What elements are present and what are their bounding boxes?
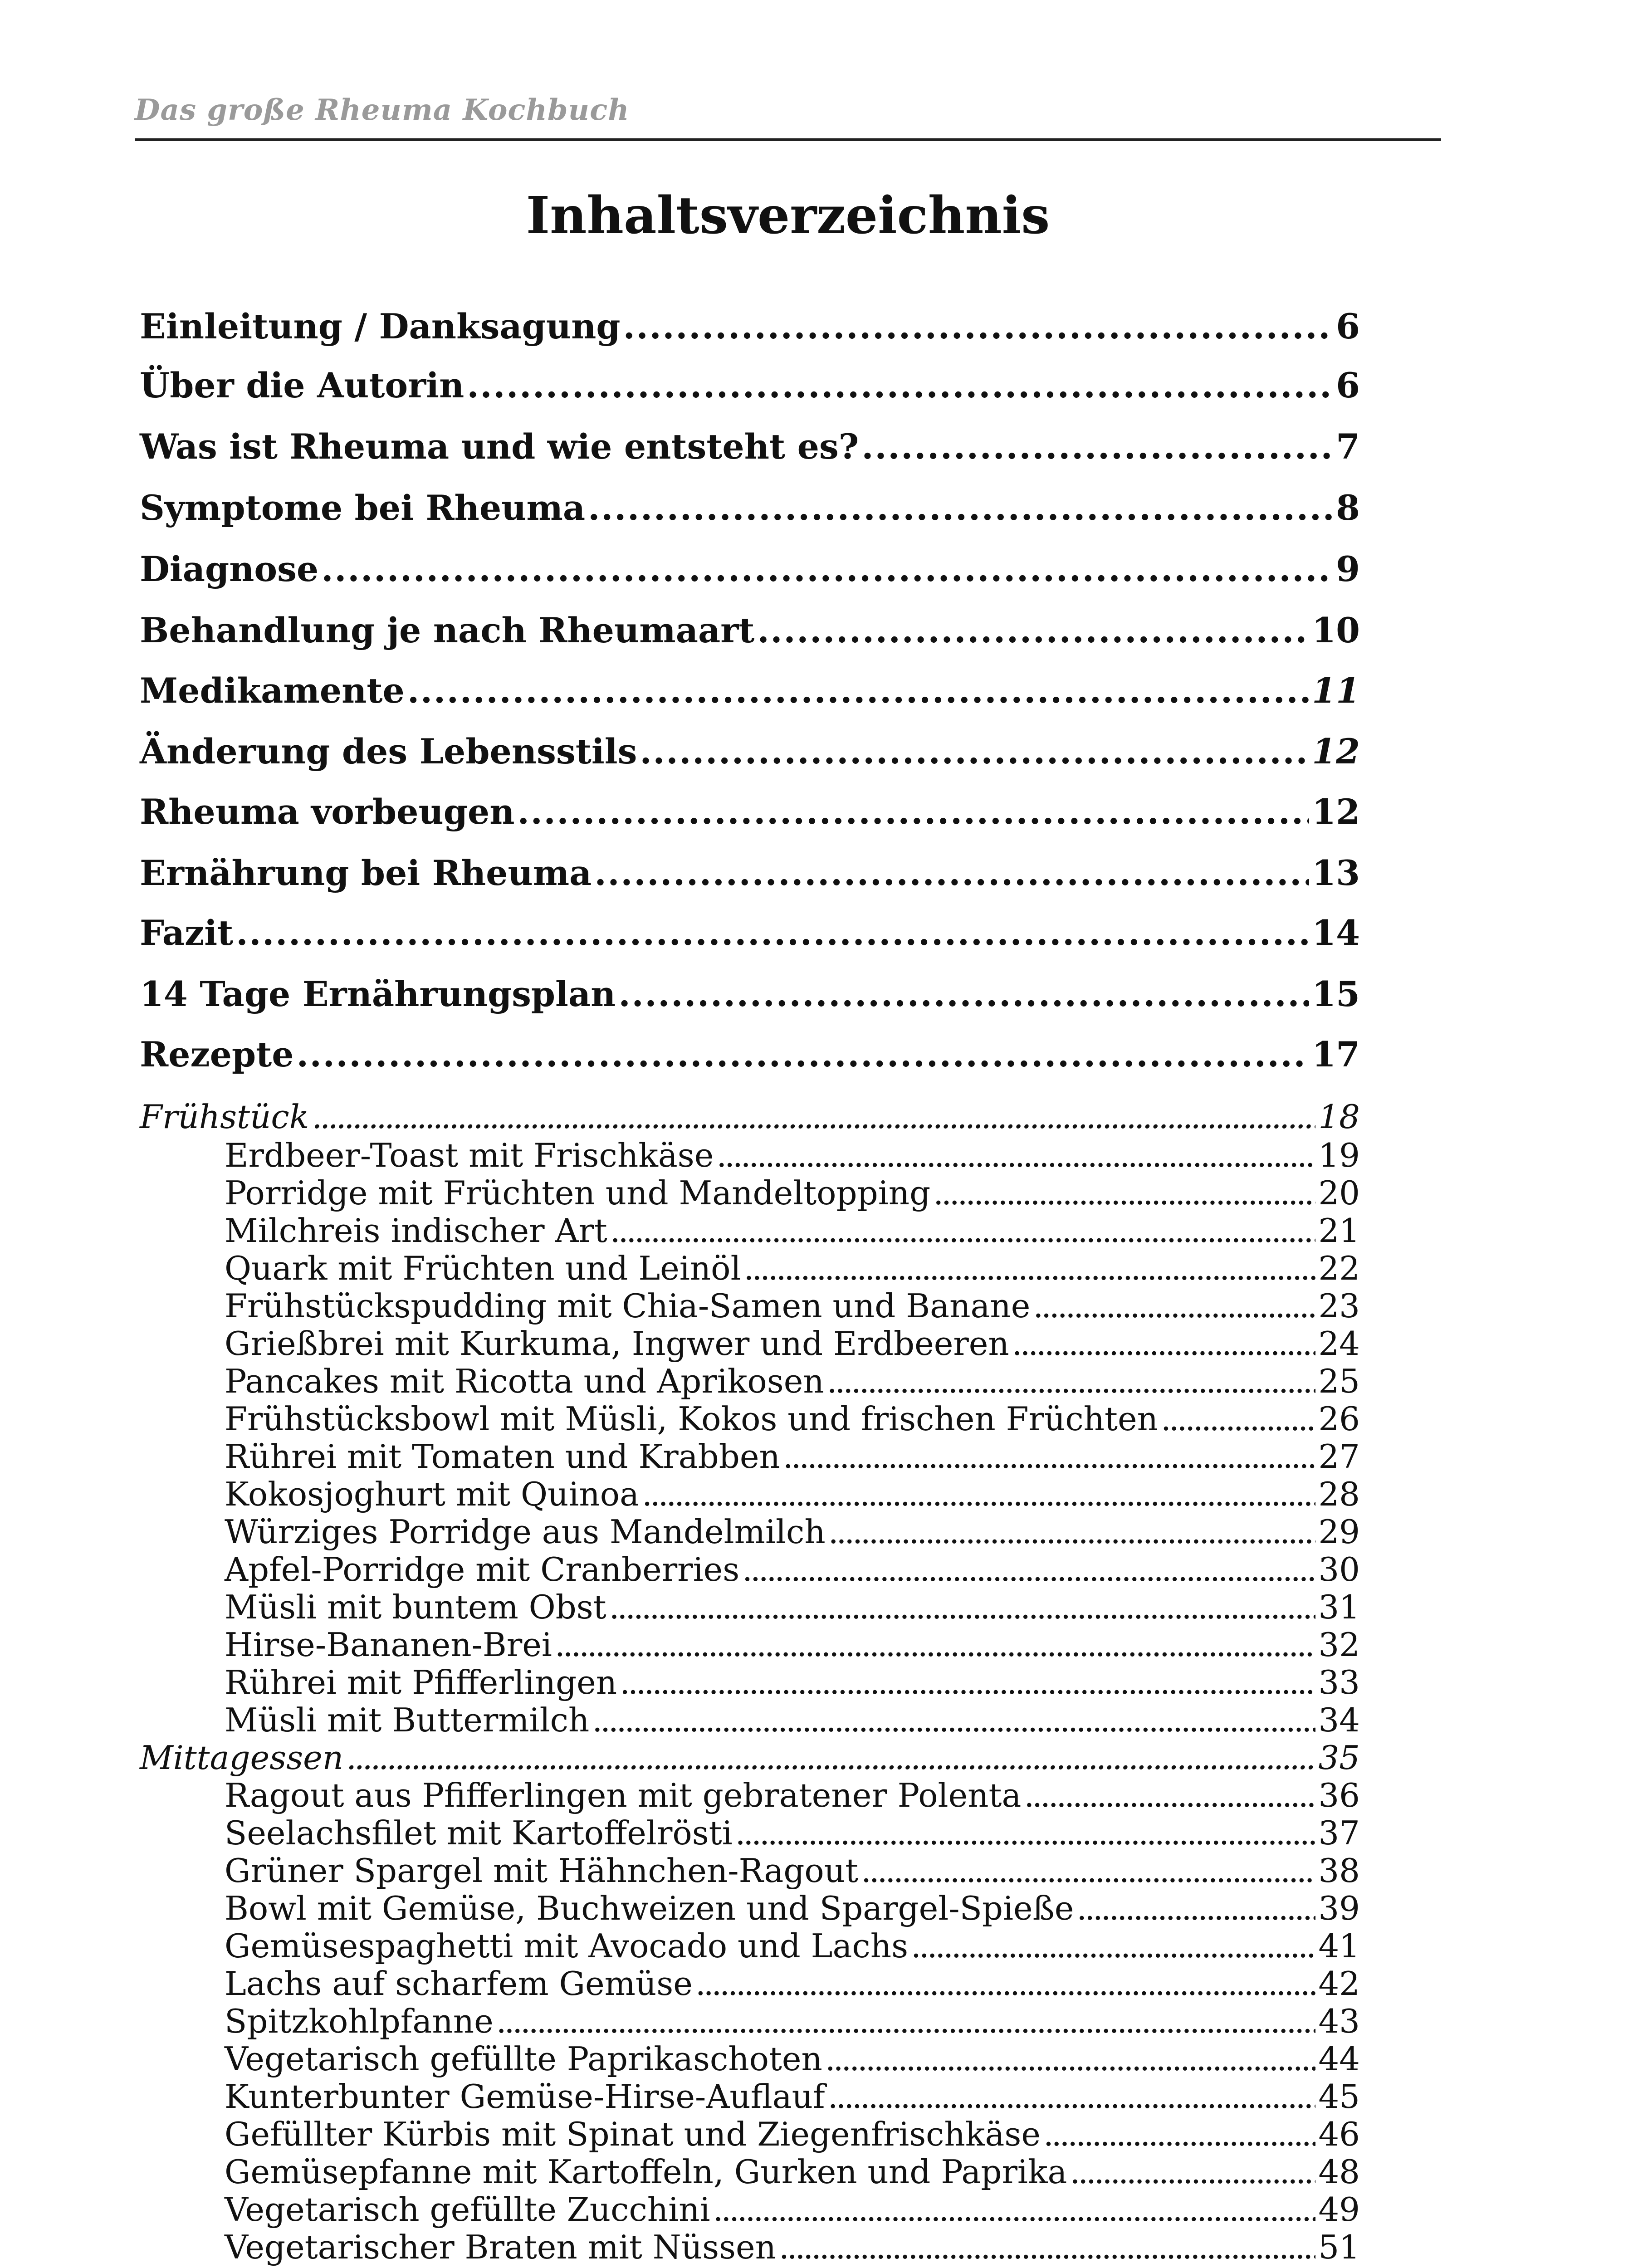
- toc-recipe-page: 19: [1318, 1136, 1360, 1174]
- toc-leader-dots: [346, 1739, 1315, 1777]
- toc-section-label: Mittagessen: [140, 1739, 344, 1777]
- toc-entry[interactable]: [140, 974, 1360, 1019]
- running-header: Das große Rheuma Kochbuch: [135, 93, 630, 127]
- toc-leader-dots: [828, 1513, 1316, 1551]
- toc-recipe-entry[interactable]: [225, 1212, 1360, 1250]
- toc-recipe-page: 26: [1318, 1400, 1360, 1438]
- toc-leader-dots: [861, 426, 1333, 467]
- toc-leader-dots: [618, 974, 1309, 1014]
- toc-recipe-label: Vegetarisch gefüllte Paprikaschoten: [225, 2040, 822, 2078]
- toc-entry-page: 17: [1312, 1034, 1360, 1075]
- toc-leader-dots: [933, 1174, 1315, 1212]
- toc-recipe-page: 24: [1318, 1325, 1360, 1363]
- toc-leader-dots: [1024, 1776, 1315, 1814]
- toc-entry-page: 6: [1336, 306, 1360, 347]
- toc-recipe-label: Hirse-Bananen-Brei: [225, 1626, 552, 1664]
- toc-recipe-entry[interactable]: [225, 1174, 1360, 1212]
- toc-recipe-entry[interactable]: [225, 1701, 1360, 1739]
- toc-recipe-entry[interactable]: [225, 1136, 1360, 1174]
- toc-recipe-label: Apfel-Porridge mit Cranberries: [225, 1550, 740, 1589]
- toc-entry-page: 15: [1312, 974, 1360, 1014]
- toc-leader-dots: [1043, 2115, 1315, 2153]
- toc-leader-dots: [496, 2002, 1316, 2040]
- toc-entry[interactable]: [140, 426, 1360, 472]
- toc-leader-dots: [594, 853, 1309, 893]
- toc-recipe-entry[interactable]: [225, 1325, 1360, 1363]
- toc-recipe-page: 48: [1318, 2153, 1360, 2191]
- toc-recipe-entry[interactable]: [225, 1287, 1360, 1325]
- toc-recipe-label: Frühstückspudding mit Chia-Samen und Banane: [225, 1287, 1031, 1325]
- toc-recipe-label: Rührei mit Pfifferlingen: [225, 1663, 617, 1701]
- toc-leader-dots: [744, 1249, 1316, 1287]
- toc-recipe-entry[interactable]: [225, 1362, 1360, 1400]
- toc-recipe-page: 43: [1318, 2002, 1360, 2040]
- toc-leader-dots: [757, 610, 1309, 650]
- toc-leader-dots: [713, 2190, 1316, 2229]
- toc-leader-dots: [640, 731, 1309, 772]
- toc-recipe-label: Kokosjoghurt mit Quinoa: [225, 1475, 640, 1513]
- toc-recipe-entry[interactable]: [225, 1513, 1360, 1551]
- toc-recipe-page: 37: [1318, 1814, 1360, 1852]
- toc-recipe-label: Seelachsfilet mit Kartoffelrösti: [225, 1814, 733, 1852]
- toc-recipe-label: Rührei mit Tomaten und Krabben: [225, 1437, 780, 1476]
- toc-entry[interactable]: [140, 731, 1360, 777]
- toc-recipe-label: Erdbeer-Toast mit Frischkäse: [225, 1136, 714, 1174]
- toc-recipe-page: 42: [1318, 1965, 1360, 2003]
- toc-entry-page: 13: [1312, 853, 1360, 893]
- toc-recipe-entry[interactable]: [225, 1663, 1360, 1701]
- toc-recipe-entry[interactable]: [225, 1852, 1360, 1890]
- toc-leader-dots: [1070, 2153, 1315, 2191]
- toc-recipe-label: Gefüllter Kürbis mit Spinat und Ziegenfrischkäse: [225, 2115, 1041, 2153]
- toc-entry[interactable]: [140, 306, 1360, 352]
- toc-recipe-page: 44: [1318, 2040, 1360, 2078]
- toc-entry-page: 10: [1312, 610, 1360, 650]
- toc-leader-dots: [236, 913, 1309, 953]
- toc-leader-dots: [716, 1136, 1315, 1174]
- toc-recipe-entry[interactable]: [225, 1249, 1360, 1287]
- toc-recipe-page: 27: [1318, 1437, 1360, 1476]
- toc-recipe-entry[interactable]: [225, 1588, 1360, 1626]
- toc-leader-dots: [592, 1701, 1315, 1739]
- toc-recipe-page: 33: [1318, 1663, 1360, 1701]
- toc-leader-dots: [642, 1475, 1315, 1513]
- toc-recipe-label: Kunterbunter Gemüse-Hirse-Auflauf: [225, 2077, 825, 2116]
- toc-leader-dots: [1161, 1400, 1315, 1438]
- toc-entry-label: Medikamente: [140, 670, 405, 711]
- toc-entry-label: Rezepte: [140, 1034, 294, 1075]
- toc-entry-page: 8: [1336, 488, 1360, 528]
- toc-leader-dots: [828, 2077, 1316, 2116]
- toc-recipe-label: Spitzkohlpfanne: [225, 2002, 494, 2040]
- toc-entry[interactable]: [140, 610, 1360, 655]
- toc-leader-dots: [1076, 1889, 1315, 1927]
- toc-recipe-label: Bowl mit Gemüse, Buchweizen und Spargel-Spieße: [225, 1889, 1074, 1927]
- toc-entry[interactable]: [140, 488, 1360, 533]
- toc-recipe-page: 38: [1318, 1852, 1360, 1890]
- toc-recipe-entry[interactable]: [225, 1814, 1360, 1852]
- toc-entry-page: 11: [1312, 670, 1360, 711]
- toc-leader-dots: [297, 1034, 1310, 1075]
- toc-recipe-label: Vegetarischer Braten mit Nüssen: [225, 2228, 776, 2266]
- toc-recipe-page: 22: [1318, 1249, 1360, 1287]
- toc-recipe-label: Müsli mit Buttermilch: [225, 1701, 590, 1739]
- page-title: Inhaltsverzeichnis: [526, 186, 1050, 245]
- toc-leader-dots: [695, 1965, 1316, 2003]
- toc-leader-dots: [783, 1437, 1316, 1476]
- toc-leader-dots: [742, 1550, 1315, 1589]
- toc-leader-dots: [779, 2228, 1315, 2266]
- toc-recipe-label: Milchreis indischer Art: [225, 1212, 607, 1250]
- toc-recipe-label: Müsli mit buntem Obst: [225, 1588, 606, 1626]
- toc-recipe-entry[interactable]: [225, 2040, 1360, 2078]
- toc-recipe-label: Würziges Porridge aus Mandelmilch: [225, 1513, 826, 1551]
- toc-leader-dots: [555, 1626, 1315, 1664]
- toc-entry-label: Behandlung je nach Rheumaart: [140, 610, 755, 650]
- toc-recipe-page: 25: [1318, 1362, 1360, 1400]
- toc-recipe-entry[interactable]: [225, 1437, 1360, 1476]
- toc-recipe-entry[interactable]: [225, 1475, 1360, 1513]
- toc-recipe-label: Pancakes mit Ricotta und Aprikosen: [225, 1362, 824, 1400]
- toc-entry[interactable]: [140, 1034, 1360, 1080]
- toc-recipe-page: 29: [1318, 1513, 1360, 1551]
- toc-recipe-entry[interactable]: [225, 2077, 1360, 2116]
- toc-recipe-page: 31: [1318, 1588, 1360, 1626]
- toc-recipe-entry[interactable]: [225, 1927, 1360, 1965]
- toc-leader-dots: [588, 488, 1333, 528]
- toc-recipe-entry[interactable]: [225, 2153, 1360, 2191]
- toc-leader-dots: [518, 792, 1310, 832]
- toc-leader-dots: [1012, 1325, 1316, 1363]
- toc-recipe-label: Ragout aus Pfifferlingen mit gebratener Polenta: [225, 1776, 1022, 1814]
- toc-leader-dots: [827, 1362, 1316, 1400]
- toc-section-mittagessen[interactable]: [140, 1739, 1360, 1777]
- toc-recipe-label: Grüner Spargel mit Hähnchen-Ragout: [225, 1852, 859, 1890]
- toc-entry-label: Fazit: [140, 913, 234, 953]
- toc-section-page: 18: [1318, 1098, 1360, 1136]
- toc-recipe-label: Lachs auf scharfem Gemüse: [225, 1965, 693, 2003]
- toc-entry[interactable]: [140, 853, 1360, 898]
- toc-recipe-entry[interactable]: [225, 1965, 1360, 2003]
- toc-leader-dots: [825, 2040, 1316, 2078]
- toc-recipe-page: 49: [1318, 2190, 1360, 2229]
- toc-leader-dots: [312, 1098, 1315, 1136]
- toc-entry-label: Symptome bei Rheuma: [140, 488, 586, 528]
- toc-entry-label: Rheuma vorbeugen: [140, 792, 515, 832]
- toc-entry-label: Einleitung / Danksagung: [140, 306, 621, 347]
- toc-recipe-label: Porridge mit Früchten und Mandeltopping: [225, 1174, 931, 1212]
- toc-recipe-page: 23: [1318, 1287, 1360, 1325]
- toc-recipe-entry[interactable]: [225, 1400, 1360, 1438]
- toc-recipe-entry[interactable]: [225, 2002, 1360, 2040]
- toc-entry-label: Was ist Rheuma und wie entsteht es?: [140, 426, 859, 467]
- toc-recipe-page: 46: [1318, 2115, 1360, 2153]
- toc-entry-label: Diagnose: [140, 549, 319, 589]
- toc-recipe-entry[interactable]: [225, 2115, 1360, 2153]
- toc-leader-dots: [620, 1663, 1315, 1701]
- toc-leader-dots: [321, 549, 1333, 589]
- toc-entry-label: Über die Autorin: [140, 365, 464, 406]
- toc-recipe-page: 41: [1318, 1927, 1360, 1965]
- toc-leader-dots: [609, 1588, 1316, 1626]
- toc-entry-page: 12: [1312, 792, 1360, 832]
- toc-recipe-page: 21: [1318, 1212, 1360, 1250]
- toc-leader-dots: [610, 1212, 1316, 1250]
- toc-leader-dots: [623, 306, 1333, 347]
- toc-entry-label: Änderung des Lebensstils: [140, 731, 637, 772]
- toc-recipe-label: Grießbrei mit Kurkuma, Ingwer und Erdbeeren: [225, 1325, 1009, 1363]
- toc-entry-page: 7: [1336, 426, 1360, 467]
- toc-entry[interactable]: [140, 365, 1360, 411]
- toc-recipe-page: 32: [1318, 1626, 1360, 1664]
- toc-recipe-page: 34: [1318, 1701, 1360, 1739]
- toc-entry-page: 6: [1336, 365, 1360, 406]
- toc-recipe-label: Quark mit Früchten und Leinöl: [225, 1249, 741, 1287]
- toc-leader-dots: [911, 1927, 1315, 1965]
- toc-section-label: Frühstück: [140, 1098, 309, 1136]
- toc-entry-label: Ernährung bei Rheuma: [140, 853, 592, 893]
- toc-recipe-entry[interactable]: [225, 1550, 1360, 1589]
- toc-recipe-page: 30: [1318, 1550, 1360, 1589]
- toc-recipe-label: Vegetarisch gefüllte Zucchini: [225, 2190, 710, 2229]
- toc-entry[interactable]: [140, 913, 1360, 958]
- toc-recipe-entry[interactable]: [225, 1889, 1360, 1927]
- toc-recipe-page: 51: [1318, 2228, 1360, 2266]
- toc-recipe-page: 39: [1318, 1889, 1360, 1927]
- toc-recipe-page: 20: [1318, 1174, 1360, 1212]
- header-rule: [135, 138, 1441, 141]
- toc-recipe-page: 45: [1318, 2077, 1360, 2116]
- toc-leader-dots: [735, 1814, 1316, 1852]
- toc-leader-dots: [861, 1852, 1315, 1890]
- toc-entry[interactable]: [140, 792, 1360, 837]
- toc-section-page: 35: [1318, 1739, 1360, 1777]
- toc-recipe-label: Gemüsespaghetti mit Avocado und Lachs: [225, 1927, 909, 1965]
- toc-recipe-page: 28: [1318, 1475, 1360, 1513]
- toc-section-fruehstueck[interactable]: [140, 1098, 1360, 1136]
- toc-entry-label: 14 Tage Ernährungsplan: [140, 974, 616, 1014]
- toc-recipe-label: Frühstücksbowl mit Müsli, Kokos und frischen Früchten: [225, 1400, 1158, 1438]
- toc-recipe-entry[interactable]: [225, 1776, 1360, 1814]
- toc-leader-dots: [407, 670, 1309, 711]
- toc-recipe-entry[interactable]: [225, 2228, 1360, 2266]
- toc-recipe-label: Gemüsepfanne mit Kartoffeln, Gurken und Paprika: [225, 2153, 1067, 2191]
- toc-entry[interactable]: [140, 549, 1360, 594]
- toc-recipe-page: 36: [1318, 1776, 1360, 1814]
- toc-entry[interactable]: [140, 670, 1360, 716]
- toc-recipe-entry[interactable]: [225, 2190, 1360, 2229]
- toc-entry-page: 9: [1336, 549, 1360, 589]
- toc-entry-page: 14: [1312, 913, 1360, 953]
- toc-leader-dots: [1033, 1287, 1315, 1325]
- toc-leader-dots: [467, 365, 1333, 406]
- toc-recipe-entry[interactable]: [225, 1626, 1360, 1664]
- toc-entry-page: 12: [1312, 731, 1360, 772]
